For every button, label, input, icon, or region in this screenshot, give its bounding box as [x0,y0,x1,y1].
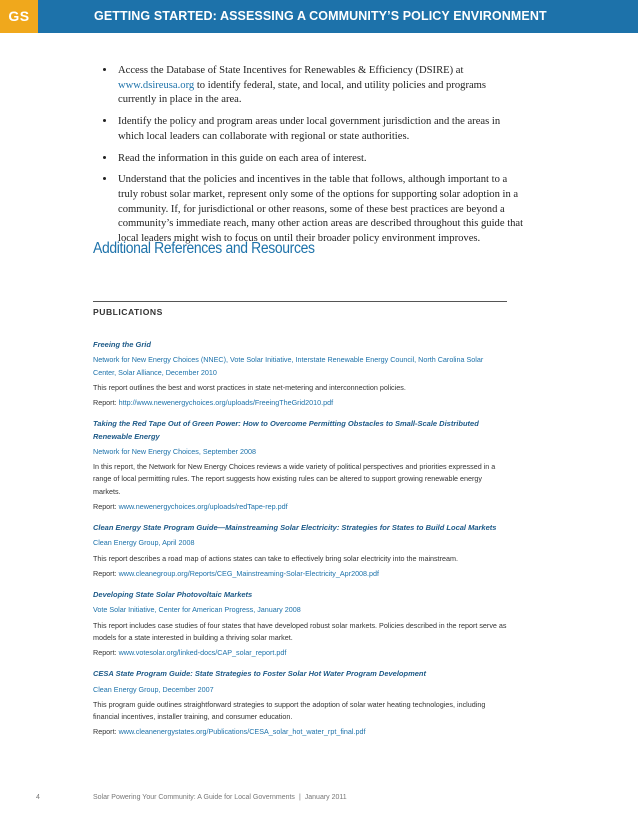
section-tab: GS [0,0,38,33]
bullet-item: • Understand that the policies and incentives in the table that follows, although important to a truly robust solar market, represent only some of the options for supporting solar adoption in a community. If, for jurisdictional or other reasons, some of these best practices are beyond a community’s immediate reach, many other action areas are described throughout this guide that local leaders might wish to focus on until their broader policy environment improves. [116,172,526,247]
bullet-item: • Identify the policy and program areas under local government jurisdiction and the areas in which local leaders can collaborate with regional or state authorities. [116,114,526,144]
publication-description: This report describes a road map of actions states can take to effectively bring solar electricity into the mainstream. [93,553,459,563]
publication-report [93,501,507,513]
publication-source: Vote Solar Initiative, Center for American Progress, January 2008 [93,605,301,615]
publications-label: PUBLICATIONS [93,307,163,317]
page-footer [0,794,638,808]
publication-title: CESA State Program Guide: State Strategies to Foster Solar Hot Water Program Development [93,669,426,679]
report-link[interactable]: www.votesolar.org/linked-docs/CAP_solar_report.pdf [118,648,287,658]
bullet-item [116,63,526,108]
section-title: Additional References and Resources [93,240,315,257]
publication-report [93,568,507,580]
publication-source: Network for New Energy Choices (NNEC), Vote Solar Initiative, Interstate Renewable Energy Council, North Carolina Solar Center, Solar Alliance, December 2010 [93,355,484,377]
publication-title: Taking the Red Tape Out of Green Power: How to Overcome Permitting Obstacles to Small-Scale Distributed Renewable Energy [93,419,479,441]
report-link[interactable]: www.newenergychoices.org/uploads/redTape-rep.pdf [118,501,288,511]
header-bar [0,0,638,33]
report-label: Report: [93,398,119,408]
report-link[interactable]: www.cleanegroup.org/Reports/CEG_Mainstreaming-Solar-Electricity_Apr2008.pdf [118,568,380,578]
publication-entry [93,668,507,738]
publication-report [93,726,507,738]
publication-report [93,397,507,409]
publication-entry [93,339,507,409]
report-link[interactable]: www.cleanenergystates.org/Publications/CESA_solar_hot_water_rpt_final.pdf [118,727,366,737]
bullet-item: • Read the information in this guide on each area of interest. [116,151,526,167]
publication-description: In this report, the Network for New Energy Choices reviews a wide variety of political perspectives and priorities expressed in a range of local permitting rules. The report suggests how existing rules can be altered to support growing renewable energy markets. [93,462,496,496]
report-label: Report: [93,568,119,578]
publication-entry [93,418,507,513]
footer-date: January 2011 [304,794,347,801]
publication-description: This report includes case studies of four states that have developed robust solar markets. Policies described in the report serve as models for a state interested in building a thriving solar market. [93,620,507,642]
footer-separator: | [298,794,301,801]
dsire-link[interactable]: www.dsireusa.org [118,79,195,91]
publication-source: Clean Energy Group, December 2007 [93,684,214,694]
publication-entry [93,589,507,659]
bullet-text: to identify federal, state, and local, and utility policies and programs currently in place in the area. [118,79,487,106]
publication-title: Freeing the Grid [93,340,151,349]
report-label: Report: [93,727,119,737]
publication-source: Network for New Energy Choices, September 2008 [93,447,256,457]
bullet-list [98,63,526,253]
report-label: Report: [93,501,119,511]
publications-list [93,339,507,748]
publication-entry [93,522,507,580]
publication-title: Developing State Solar Photovoltaic Markets [93,590,253,600]
bullet-text: Access the Database of State Incentives for Renewables & Efficiency (DSIRE) at [118,65,464,76]
publication-description: This report outlines the best and worst practices in state net-metering and interconnection policies. [93,382,406,392]
publication-report [93,647,507,659]
publication-title: Clean Energy State Program Guide—Mainstreaming Solar Electricity: Strategies for States to Build Local Markets [93,523,497,533]
section-divider [93,301,507,302]
page-header-title: GETTING STARTED: ASSESSING A COMMUNITY’S POLICY ENVIRONMENT [94,9,547,23]
footer-title: Solar Powering Your Community: A Guide for Local Governments [93,794,295,801]
page-number: 4 [36,794,40,801]
report-label: Report: [93,648,119,658]
footer-text [93,794,347,801]
report-link[interactable]: http://www.newenergychoices.org/uploads/FreeingTheGrid2010.pdf [118,398,334,408]
publication-source: Clean Energy Group, April 2008 [93,538,195,548]
publication-description: This program guide outlines straightforward strategies to support the adoption of solar water heating technologies, including financial incentives, installer training, and consumer education. [93,699,486,722]
